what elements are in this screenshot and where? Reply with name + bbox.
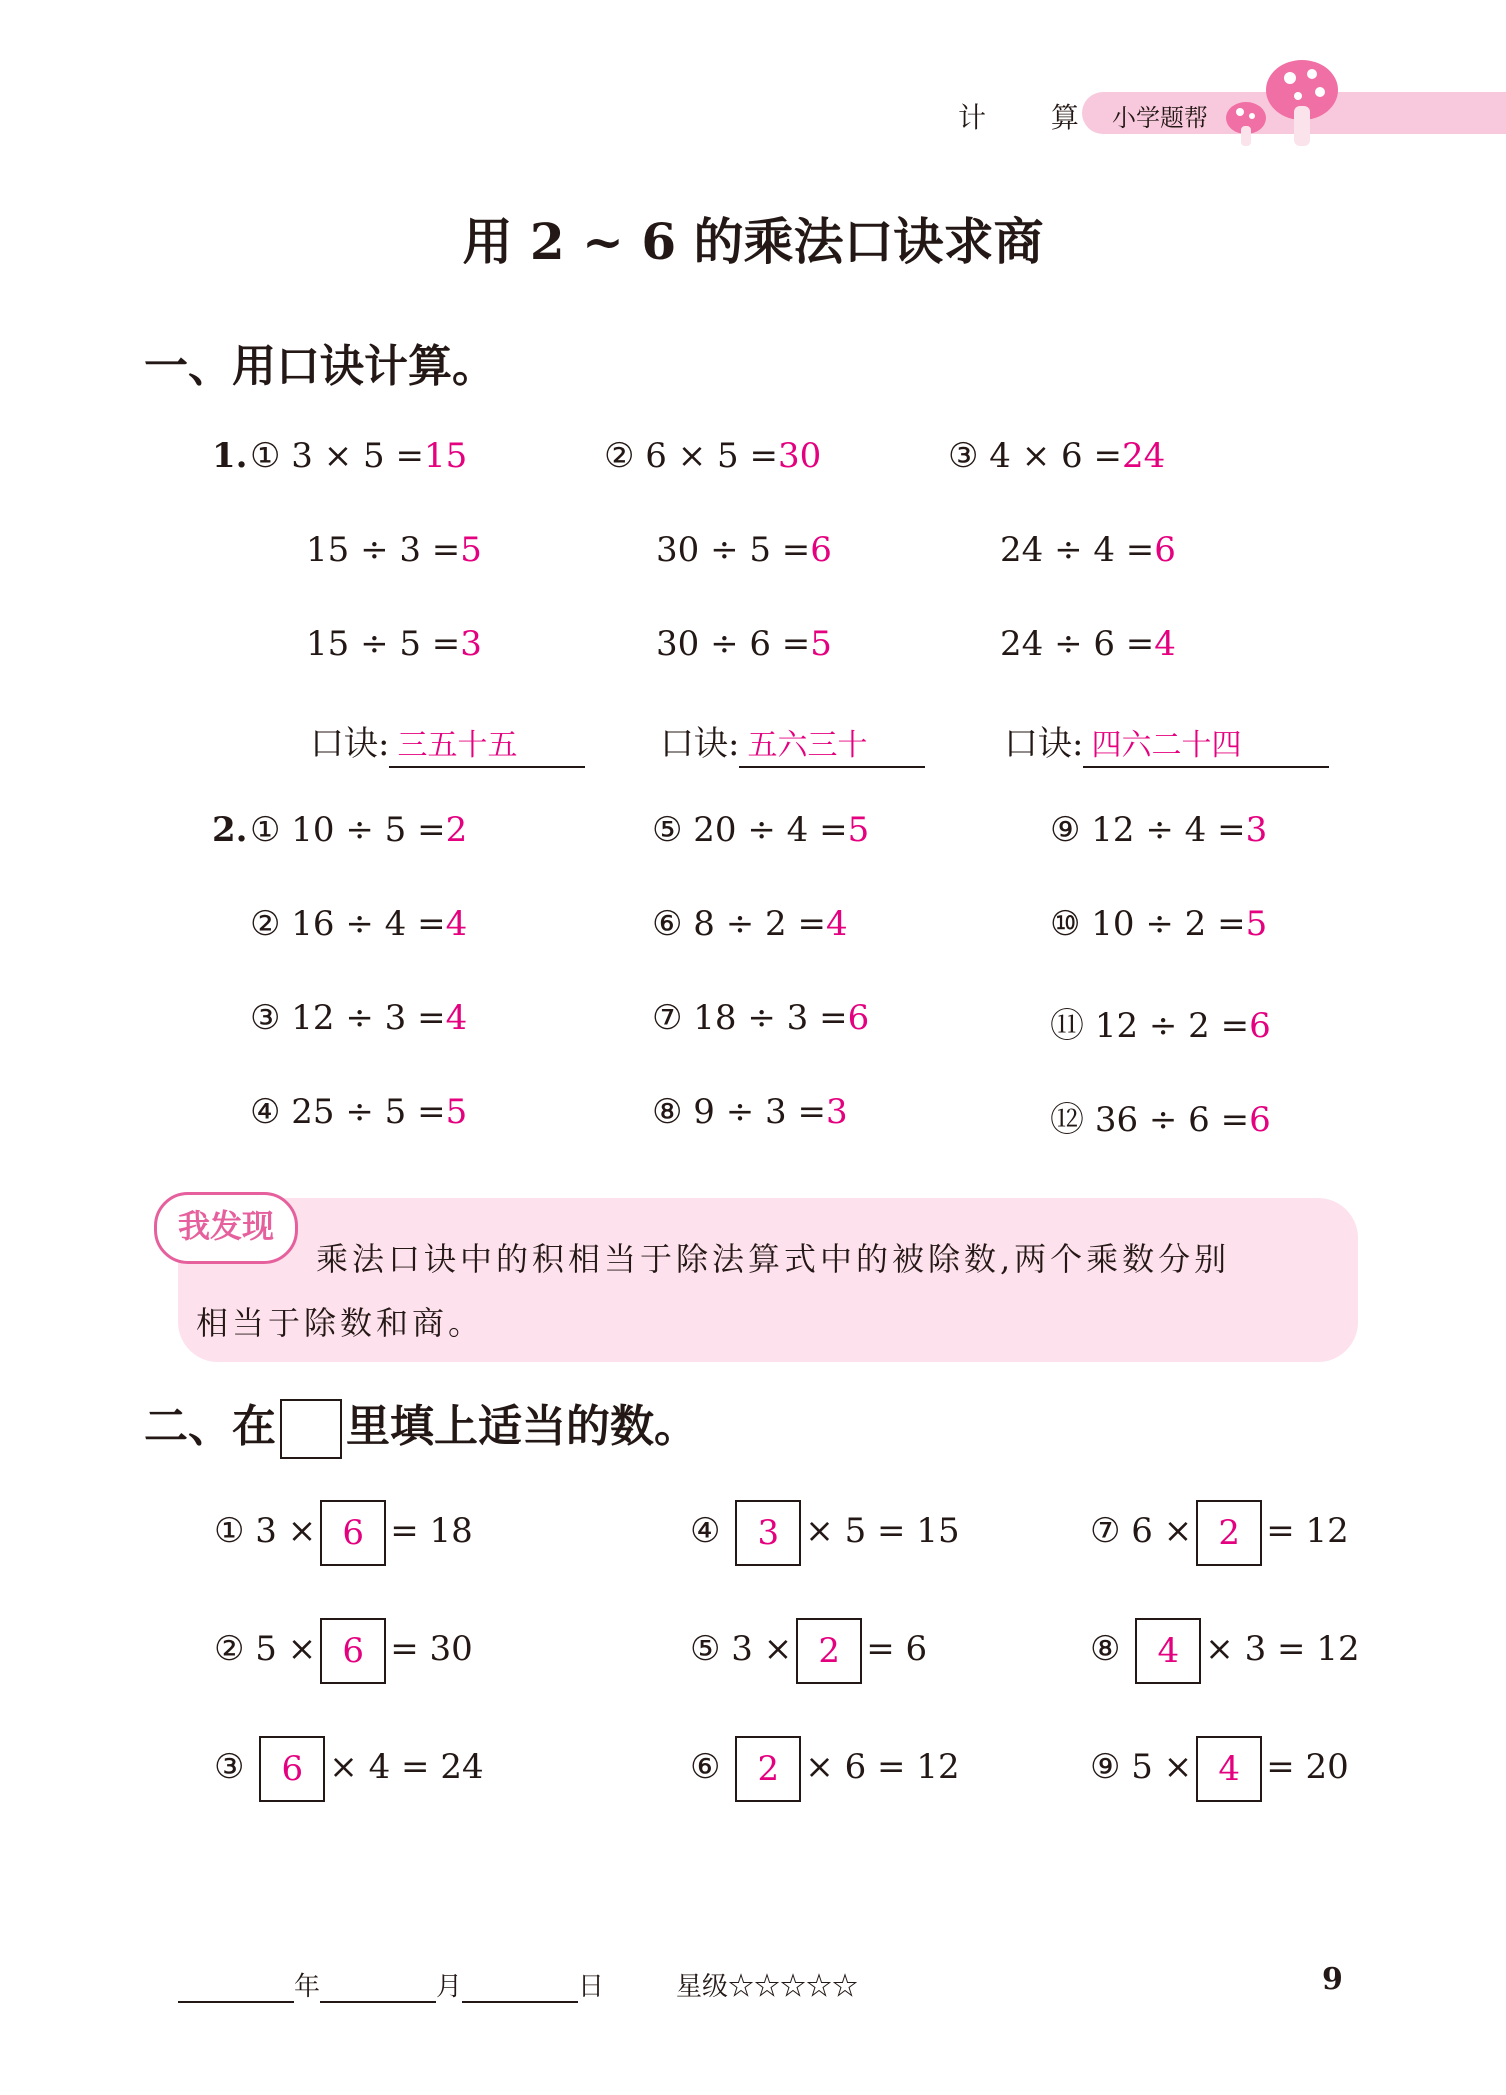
circle-number: ① (214, 1511, 245, 1551)
fill-prefix: 3 × (255, 1511, 317, 1551)
blank-box-icon (280, 1399, 342, 1459)
section1-title: 一、用口诀计算。 (144, 341, 496, 392)
division-expression: 10 ÷ 2 = (1091, 904, 1246, 944)
fill-box: 6 (259, 1736, 325, 1802)
answer: 5 (810, 624, 832, 664)
month-label: 月 (436, 1972, 463, 2002)
answer: 3 (1245, 810, 1268, 850)
division-expression: 25 ÷ 5 = (291, 1092, 446, 1132)
fill-prefix: 6 × (1131, 1511, 1193, 1551)
answer: 15 (423, 436, 468, 476)
fill-item (214, 1500, 473, 1566)
circle-number: ④ (690, 1511, 721, 1551)
koujue-label: 口诀: (660, 724, 740, 764)
discover-text-line1: 乘法口诀中的积相当于除法算式中的被除数,两个乘数分别 (316, 1240, 1231, 1278)
fill-item (690, 1736, 960, 1802)
fill-suffix: = 20 (1266, 1747, 1349, 1787)
answer: 2 (445, 810, 468, 850)
division-expression: 10 ÷ 5 = (291, 810, 446, 850)
fill-item (690, 1500, 960, 1566)
division-expression: 20 ÷ 4 = (693, 810, 848, 850)
fill-suffix: × 3 = 12 (1205, 1629, 1360, 1669)
day-label: 日 (578, 1972, 605, 2002)
division-expression: 15 ÷ 3 = (306, 530, 461, 570)
fill-box: 4 (1135, 1618, 1201, 1684)
star-rating[interactable]: 星级☆☆☆☆☆ (676, 1972, 859, 2002)
answer: 4 (825, 904, 848, 944)
answer: 24 (1121, 436, 1166, 476)
fill-box: 2 (1196, 1500, 1262, 1566)
circle-number: ④ (250, 1092, 281, 1132)
fill-box: 3 (735, 1500, 801, 1566)
answer: 3 (460, 624, 482, 664)
q2-item (250, 998, 467, 1038)
circle-number: ② (604, 436, 635, 476)
division-expression: 12 ÷ 3 = (291, 998, 446, 1038)
multiplication-expression: 6 × 5 = (645, 436, 778, 476)
division-expression: 30 ÷ 6 = (656, 624, 811, 664)
fill-box: 6 (320, 1618, 386, 1684)
circle-number: ⑤ (652, 810, 683, 850)
q1-item-3-div2 (1000, 624, 1176, 664)
q1-item-2-div2 (656, 624, 832, 664)
q2-item (250, 1092, 467, 1132)
fill-suffix: = 12 (1266, 1511, 1349, 1551)
circle-number: ③ (214, 1747, 245, 1787)
answer: 5 (1245, 904, 1268, 944)
answer: 6 (1249, 1006, 1271, 1046)
koujue-label: 口诀: (1004, 724, 1084, 764)
fill-prefix: 5 × (1131, 1747, 1193, 1787)
fill-box: 4 (1196, 1736, 1262, 1802)
circle-number: ① (250, 810, 281, 850)
q2-item (652, 1092, 848, 1132)
division-expression: 24 ÷ 4 = (1000, 530, 1155, 570)
multiplication-expression: 3 × 5 = (291, 436, 424, 476)
division-expression: 18 ÷ 3 = (693, 998, 848, 1038)
section2-title-pre: 二、在 (144, 1401, 276, 1452)
fill-box: 2 (796, 1618, 862, 1684)
koujue-3 (1004, 716, 1329, 768)
circle-number: ⑥ (690, 1747, 721, 1787)
q1-label: 1. (212, 436, 248, 476)
fill-suffix: × 5 = 15 (805, 1511, 960, 1551)
footer-date (178, 1966, 604, 2003)
circle-number: ⑨ (1090, 1747, 1121, 1787)
header-category: 计 算 (958, 101, 1107, 134)
answer: 6 (810, 530, 832, 570)
day-blank[interactable] (462, 1975, 578, 2003)
year-blank[interactable] (178, 1975, 294, 2003)
fill-prefix: 3 × (731, 1629, 793, 1669)
fill-suffix: × 6 = 12 (805, 1747, 960, 1787)
page-number: 9 (1322, 1962, 1343, 1997)
circle-number: ⑨ (1050, 810, 1081, 850)
q1-item-3 (948, 436, 1165, 476)
fill-item (1090, 1736, 1349, 1802)
q1-item-1-div2 (306, 624, 482, 664)
answer: 4 (445, 904, 468, 944)
section2-title (144, 1390, 698, 1459)
circle-number: ② (250, 904, 281, 944)
q2-item (250, 810, 467, 850)
circle-number: ⑦ (652, 998, 683, 1038)
koujue-answer: 四六二十四 (1083, 720, 1329, 768)
koujue-answer: 三五十五 (389, 720, 585, 768)
q1-item-2 (604, 436, 821, 476)
discover-text-line2: 相当于除数和商。 (196, 1304, 485, 1342)
answer: 4 (445, 998, 468, 1038)
fill-suffix: = 18 (390, 1511, 473, 1551)
q2-item (1050, 1092, 1271, 1141)
circle-number: ⑫ (1050, 1100, 1084, 1140)
fill-suffix: = 30 (390, 1629, 473, 1669)
koujue-1 (310, 716, 585, 768)
fill-suffix: × 4 = 24 (329, 1747, 484, 1787)
q2-item (1050, 998, 1271, 1047)
circle-number: ⑧ (652, 1092, 683, 1132)
circle-number: ⑤ (690, 1629, 721, 1669)
q1-item-1-div1 (306, 530, 482, 570)
circle-number: ③ (250, 998, 281, 1038)
q2-item (652, 998, 869, 1038)
division-expression: 24 ÷ 6 = (1000, 624, 1155, 664)
q2-label: 2. (212, 810, 248, 850)
answer: 30 (777, 436, 822, 476)
circle-number: ⑪ (1050, 1006, 1084, 1046)
division-expression: 36 ÷ 6 = (1094, 1100, 1250, 1140)
multiplication-expression: 4 × 6 = (989, 436, 1122, 476)
month-blank[interactable] (320, 1975, 436, 2003)
division-expression: 8 ÷ 2 = (693, 904, 826, 944)
answer: 4 (1154, 624, 1176, 664)
fill-item (214, 1618, 473, 1684)
division-expression: 9 ÷ 3 = (693, 1092, 826, 1132)
q2-item (1050, 904, 1267, 944)
circle-number: ⑩ (1050, 904, 1081, 944)
fill-item (1090, 1618, 1360, 1684)
answer: 6 (1249, 1100, 1271, 1140)
division-expression: 12 ÷ 4 = (1091, 810, 1246, 850)
division-expression: 15 ÷ 5 = (306, 624, 461, 664)
circle-number: ① (250, 436, 281, 476)
discover-badge: 我发现 (154, 1192, 298, 1264)
section2-title-post: 里填上适当的数。 (346, 1401, 698, 1452)
q2-item (250, 904, 467, 944)
division-expression: 12 ÷ 2 = (1094, 1006, 1250, 1046)
fill-box: 2 (735, 1736, 801, 1802)
q1-item-1 (250, 436, 467, 476)
answer: 6 (1154, 530, 1176, 570)
fill-box: 6 (320, 1500, 386, 1566)
page-title: 用 2 ~ 6 的乘法口诀求商 (462, 212, 1044, 271)
fill-prefix: 5 × (255, 1629, 317, 1669)
koujue-2 (660, 716, 925, 768)
q1-item-2-div1 (656, 530, 832, 570)
q1-item-3-div1 (1000, 530, 1176, 570)
answer: 6 (847, 998, 870, 1038)
division-expression: 16 ÷ 4 = (291, 904, 446, 944)
circle-number: ⑥ (652, 904, 683, 944)
mushroom-icon (1224, 56, 1344, 152)
answer: 5 (847, 810, 870, 850)
q2-item (652, 904, 848, 944)
circle-number: ③ (948, 436, 979, 476)
q2-item (1050, 810, 1267, 850)
answer: 5 (460, 530, 482, 570)
answer: 5 (445, 1092, 468, 1132)
fill-suffix: = 6 (866, 1629, 928, 1669)
division-expression: 30 ÷ 5 = (656, 530, 811, 570)
fill-item (690, 1618, 927, 1684)
fill-item (1090, 1500, 1349, 1566)
header-brand: 小学题帮 (1112, 104, 1208, 132)
fill-item (214, 1736, 484, 1802)
koujue-answer: 五六三十 (739, 720, 925, 768)
answer: 3 (825, 1092, 848, 1132)
circle-number: ⑦ (1090, 1511, 1121, 1551)
circle-number: ② (214, 1629, 245, 1669)
koujue-label: 口诀: (310, 724, 390, 764)
q2-item (652, 810, 869, 850)
circle-number: ⑧ (1090, 1629, 1121, 1669)
year-label: 年 (294, 1972, 321, 2002)
